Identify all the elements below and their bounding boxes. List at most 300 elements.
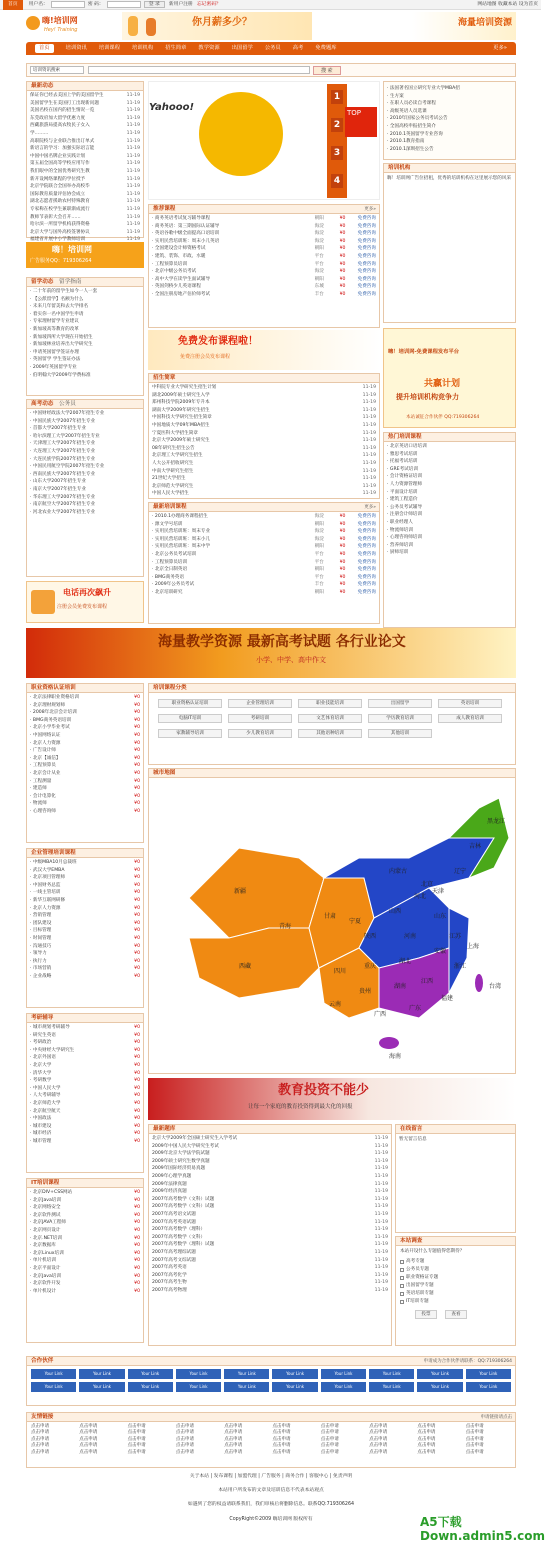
news-item[interactable] [30, 191, 140, 199]
map-label[interactable]: 广西 [374, 1011, 387, 1018]
hot-training-item[interactable] [387, 451, 512, 459]
enterprise-item[interactable] [30, 912, 140, 920]
category-button[interactable]: 文艺体育培训 [298, 714, 362, 723]
survey-checkbox[interactable] [400, 1276, 404, 1280]
it-item[interactable] [30, 1273, 140, 1281]
exam-item[interactable] [30, 1100, 140, 1108]
news-item[interactable] [30, 145, 140, 153]
map-label[interactable]: 西藏 [239, 963, 252, 970]
exam-item[interactable] [30, 1108, 140, 1116]
friend-link[interactable]: 点击申请 [127, 1430, 146, 1436]
friend-link[interactable]: 点击申请 [465, 1443, 484, 1449]
vocational-item[interactable] [30, 778, 140, 786]
abroad-item[interactable] [30, 341, 140, 349]
big-banner[interactable] [26, 628, 516, 678]
top-right-links[interactable]: 网站地图 收藏本站 设为首页 [477, 1, 538, 7]
hot-training-item[interactable] [387, 458, 512, 466]
partner-link-logo[interactable]: Your Link [224, 1382, 269, 1392]
paper-item[interactable] [152, 1249, 388, 1257]
map-label[interactable]: 湖北 [399, 958, 412, 965]
search-category-select[interactable]: 培训资讯搜索 [30, 66, 84, 74]
vocational-item[interactable] [30, 785, 140, 793]
map-label[interactable]: 黑龙江 [487, 818, 506, 825]
partner-link-logo[interactable]: Your Link [176, 1382, 221, 1392]
it-item[interactable] [30, 1204, 140, 1212]
category-button[interactable]: 出国留学 [368, 699, 432, 708]
paper-item[interactable] [152, 1264, 388, 1272]
course-row-consult-link[interactable]: 免费咨询 [357, 269, 376, 275]
tab-civil-servant[interactable]: 公务员 [59, 401, 76, 407]
enterprise-item[interactable] [30, 905, 140, 913]
friend-link[interactable]: 点击申请 [369, 1424, 388, 1429]
exam-item[interactable] [30, 1062, 140, 1070]
vocational-item[interactable] [30, 755, 140, 763]
map-region-tibet[interactable] [189, 928, 319, 998]
friend-link[interactable]: 点击申请 [79, 1443, 98, 1449]
gaokao-item[interactable] [30, 463, 140, 471]
friend-link[interactable]: 点击申请 [465, 1449, 484, 1455]
hot-training-item[interactable] [387, 489, 512, 497]
flash-page-button[interactable]: 3 [331, 146, 343, 160]
abroad-item[interactable] [30, 349, 140, 357]
exam-item[interactable] [30, 1032, 140, 1040]
flash-slider[interactable] [148, 81, 380, 200]
newest-course-row[interactable] [152, 566, 376, 574]
newest-course-row-consult-link[interactable]: 免费咨询 [357, 589, 376, 595]
recommend-more-link[interactable]: 更多» [364, 207, 376, 212]
abroad-item[interactable] [30, 288, 140, 296]
news-item[interactable] [30, 92, 140, 100]
gaokao-item[interactable] [30, 425, 140, 433]
top-news-item[interactable] [387, 100, 512, 108]
map-region-east[interactable] [449, 908, 469, 993]
vote-button[interactable]: 投票 [415, 1310, 437, 1319]
hot-training-item[interactable] [387, 534, 512, 542]
top-news-item[interactable] [387, 108, 512, 116]
enterprise-item[interactable] [30, 874, 140, 882]
friend-link[interactable]: 点击申请 [465, 1424, 484, 1429]
course-row-consult-link[interactable]: 免费咨询 [357, 276, 376, 282]
survey-option[interactable] [400, 1274, 511, 1282]
abroad-item[interactable] [30, 356, 140, 364]
admission-item[interactable] [152, 422, 376, 430]
survey-checkbox[interactable] [400, 1292, 404, 1296]
vocational-item[interactable] [30, 724, 140, 732]
friend-link[interactable]: 点击申请 [79, 1449, 98, 1455]
map-label[interactable]: 江苏 [449, 933, 462, 940]
header-right-ad[interactable] [412, 12, 516, 40]
category-button[interactable]: 职业资格认证培训 [158, 699, 222, 708]
friend-link[interactable]: 点击申请 [31, 1424, 49, 1429]
admission-item[interactable] [152, 437, 376, 445]
course-row-consult-link[interactable]: 免费咨询 [357, 261, 376, 267]
footer-link[interactable]: 免责声明 [333, 1474, 353, 1479]
course-row[interactable] [152, 276, 376, 284]
admission-item[interactable] [152, 475, 376, 483]
enterprise-item[interactable] [30, 973, 140, 981]
category-button[interactable]: 职业技能培训 [298, 699, 362, 708]
admission-item[interactable] [152, 392, 376, 400]
course-row[interactable] [152, 253, 376, 261]
gaokao-item[interactable] [30, 471, 140, 479]
friend-link[interactable]: 点击申请 [224, 1449, 243, 1455]
enterprise-item[interactable] [30, 927, 140, 935]
paper-item[interactable] [152, 1181, 388, 1189]
nav-item[interactable]: 免费题库 [315, 45, 337, 52]
abroad-item[interactable] [30, 364, 140, 372]
flash-page-button[interactable]: 4 [331, 174, 343, 188]
map-label[interactable]: 吉林 [469, 843, 482, 850]
paper-item[interactable] [152, 1158, 388, 1166]
course-row[interactable] [152, 245, 376, 253]
newest-course-row[interactable] [152, 551, 376, 559]
enterprise-item[interactable] [30, 867, 140, 875]
friend-link[interactable]: 点击申请 [369, 1449, 388, 1455]
hot-training-item[interactable] [387, 511, 512, 519]
map-label[interactable]: 贵州 [359, 988, 372, 995]
map-label[interactable]: 新疆 [234, 888, 247, 895]
paper-item[interactable] [152, 1287, 388, 1295]
paper-item[interactable] [152, 1196, 388, 1204]
map-label[interactable]: 宁夏 [349, 918, 362, 925]
tab-study-news[interactable]: 留学动态 [31, 279, 54, 285]
vocational-item[interactable] [30, 702, 140, 710]
news-item[interactable] [30, 138, 140, 146]
news-item[interactable] [30, 153, 140, 161]
map-label[interactable]: 北京 [421, 881, 434, 888]
enterprise-item[interactable] [30, 935, 140, 943]
newest-course-row[interactable] [152, 521, 376, 529]
newest-course-row-consult-link[interactable]: 免费咨询 [357, 559, 376, 565]
survey-checkbox[interactable] [400, 1268, 404, 1272]
exam-item[interactable] [30, 1130, 140, 1138]
newest-course-row-consult-link[interactable]: 免费咨询 [357, 529, 376, 535]
friend-link[interactable]: 点击申请 [224, 1430, 243, 1436]
map-label[interactable]: 海南 [389, 1053, 402, 1060]
paper-item[interactable] [152, 1211, 388, 1219]
friend-link[interactable]: 点击申请 [320, 1436, 339, 1442]
admission-item[interactable] [152, 414, 376, 422]
vocational-item[interactable] [30, 694, 140, 702]
newest-course-row-consult-link[interactable]: 免费咨询 [357, 514, 376, 519]
paper-item[interactable] [152, 1257, 388, 1265]
nav-item[interactable]: 培训课程 [98, 45, 121, 52]
map-label[interactable]: 湖南 [394, 983, 407, 990]
course-row[interactable] [152, 261, 376, 269]
partner-link-logo[interactable]: Your Link [128, 1382, 173, 1392]
exam-item[interactable] [30, 1138, 140, 1146]
exam-item[interactable] [30, 1047, 140, 1055]
news-item[interactable] [30, 214, 140, 222]
category-button[interactable]: 家教辅导培训 [158, 729, 222, 738]
it-item[interactable] [30, 1265, 140, 1273]
news-item[interactable] [30, 229, 140, 237]
paper-item[interactable] [152, 1173, 388, 1181]
admission-item[interactable] [152, 490, 376, 498]
friend-link[interactable]: 点击申请 [79, 1430, 98, 1436]
friend-link[interactable]: 点击申请 [31, 1449, 49, 1455]
map-label[interactable]: 甘肃 [324, 913, 337, 920]
nav-item[interactable]: 培训机构 [132, 45, 154, 52]
paper-item[interactable] [152, 1241, 388, 1249]
course-row[interactable] [152, 238, 376, 246]
it-item[interactable] [30, 1242, 140, 1250]
vocational-item[interactable] [30, 800, 140, 808]
footer-link[interactable]: 加盟代理 [237, 1474, 257, 1479]
survey-option[interactable] [400, 1298, 511, 1306]
it-item[interactable] [30, 1212, 140, 1220]
admission-item[interactable] [152, 399, 376, 407]
friend-link[interactable]: 点击申请 [224, 1424, 243, 1429]
map-label[interactable]: 广东 [409, 1005, 422, 1012]
paper-item[interactable] [152, 1135, 388, 1143]
friend-link[interactable]: 点击申请 [320, 1430, 339, 1436]
category-button[interactable]: 成人教育培训 [438, 714, 502, 723]
news-item[interactable] [30, 130, 140, 138]
gaokao-item[interactable] [30, 478, 140, 486]
nav-item[interactable]: 培训资讯 [65, 45, 87, 52]
map-label[interactable]: 福建 [441, 995, 454, 1002]
enterprise-item[interactable] [30, 859, 140, 867]
partner-link-logo[interactable]: Your Link [369, 1369, 414, 1379]
newest-course-row-consult-link[interactable]: 免费咨询 [357, 582, 376, 588]
admission-item[interactable] [152, 407, 376, 415]
friend-link[interactable]: 点击申请 [320, 1449, 339, 1455]
vocational-item[interactable] [30, 747, 140, 755]
exam-item[interactable] [30, 1039, 140, 1047]
header-ad[interactable] [122, 12, 312, 40]
course-row-consult-link[interactable]: 免费咨询 [357, 253, 376, 259]
partner-link-logo[interactable]: Your Link [321, 1382, 366, 1392]
abroad-item[interactable] [30, 318, 140, 326]
nav-more-link[interactable]: 更多» [493, 45, 507, 52]
category-button[interactable]: 电脑IT培训 [158, 714, 222, 723]
abroad-item[interactable] [30, 334, 140, 342]
it-item[interactable] [30, 1227, 140, 1235]
newest-course-row-consult-link[interactable]: 免费咨询 [357, 574, 376, 580]
newest-course-row-consult-link[interactable]: 免费咨询 [357, 551, 376, 557]
hot-training-item[interactable] [387, 466, 512, 474]
china-map[interactable] [149, 778, 515, 1072]
it-item[interactable] [30, 1257, 140, 1265]
friend-link[interactable]: 点击申请 [369, 1430, 388, 1436]
category-button[interactable]: 其他语种培训 [298, 729, 362, 738]
friend-link[interactable]: 点击申请 [320, 1443, 339, 1449]
admission-item[interactable] [152, 384, 376, 392]
friend-link[interactable]: 点击申请 [175, 1430, 194, 1436]
friend-link[interactable]: 点击申请 [272, 1436, 291, 1442]
map-label[interactable]: 天津 [432, 888, 445, 895]
mid-ad-1[interactable] [148, 330, 380, 370]
paper-item[interactable] [152, 1143, 388, 1151]
map-label[interactable]: 重庆 [364, 963, 377, 970]
newest-course-row-consult-link[interactable]: 免费咨询 [357, 567, 376, 573]
flash-page-button[interactable]: 2 [331, 118, 343, 132]
hot-training-item[interactable] [387, 481, 512, 489]
paper-item[interactable] [152, 1226, 388, 1234]
vocational-item[interactable] [30, 740, 140, 748]
partner-link-logo[interactable]: Your Link [224, 1369, 269, 1379]
top-news-item[interactable] [387, 115, 512, 123]
top-news-item[interactable] [387, 93, 512, 101]
home-link[interactable]: 首页 [3, 0, 23, 10]
map-label[interactable]: 山东 [434, 913, 447, 920]
it-item[interactable] [30, 1250, 140, 1258]
exam-item[interactable] [30, 1024, 140, 1032]
edu-banner[interactable] [148, 1078, 516, 1120]
footer-link[interactable]: 广告服务 [261, 1474, 281, 1479]
friend-link[interactable]: 点击申请 [127, 1436, 146, 1442]
map-region-west[interactable] [189, 848, 324, 938]
friend-link[interactable]: 点击申请 [175, 1449, 194, 1455]
partner-link-logo[interactable]: Your Link [369, 1382, 414, 1392]
gaokao-item[interactable] [30, 501, 140, 509]
news-item[interactable] [30, 115, 140, 123]
map-region-taiwan[interactable] [475, 974, 483, 992]
abroad-item[interactable] [30, 311, 140, 319]
course-row[interactable] [152, 230, 376, 238]
top-news-item[interactable] [387, 131, 512, 139]
map-label[interactable]: 江西 [421, 978, 434, 985]
flash-page-button[interactable]: 1 [331, 90, 343, 104]
news-item[interactable] [30, 107, 140, 115]
admission-item[interactable] [152, 483, 376, 491]
course-row[interactable] [152, 215, 376, 223]
admission-item[interactable] [152, 430, 376, 438]
nav-item[interactable]: 教学资源 [198, 45, 220, 52]
news-item[interactable] [30, 221, 140, 229]
top-news-item[interactable] [387, 123, 512, 131]
vocational-item[interactable] [30, 717, 140, 725]
friend-link[interactable]: 点击申请 [369, 1443, 388, 1449]
exam-item[interactable] [30, 1085, 140, 1093]
paper-item[interactable] [152, 1234, 388, 1242]
exam-item[interactable] [30, 1077, 140, 1085]
hot-training-item[interactable] [387, 542, 512, 550]
vocational-item[interactable] [30, 732, 140, 740]
map-label[interactable]: 四川 [334, 968, 347, 975]
it-item[interactable] [30, 1197, 140, 1205]
admission-item[interactable] [152, 460, 376, 468]
hot-training-item[interactable] [387, 496, 512, 504]
it-item[interactable] [30, 1235, 140, 1243]
exam-item[interactable] [30, 1054, 140, 1062]
news-item[interactable] [30, 176, 140, 184]
partner-link-logo[interactable]: Your Link [79, 1369, 124, 1379]
top-news-item[interactable] [387, 138, 512, 146]
gaokao-item[interactable] [30, 456, 140, 464]
map-label[interactable]: 安徽 [434, 948, 447, 955]
newest-more-link[interactable]: 更多» [364, 505, 376, 510]
course-row-consult-link[interactable]: 免费咨询 [357, 246, 376, 252]
username-input[interactable] [51, 1, 85, 8]
partner-link-logo[interactable]: Your Link [272, 1382, 317, 1392]
map-label[interactable]: 青海 [279, 923, 292, 930]
partner-link-logo[interactable]: Your Link [466, 1369, 511, 1379]
register-link[interactable]: 新用户注册 [168, 1, 193, 7]
gaokao-item[interactable] [30, 433, 140, 441]
partner-link-logo[interactable]: Your Link [417, 1382, 462, 1392]
admission-item[interactable] [152, 468, 376, 476]
news-item[interactable] [30, 206, 140, 214]
friend-link[interactable]: 点击申请 [79, 1436, 98, 1442]
survey-option[interactable] [400, 1266, 511, 1274]
hot-training-item[interactable] [387, 527, 512, 535]
course-row-consult-link[interactable]: 免费咨询 [357, 238, 376, 244]
category-button[interactable]: 考研培训 [228, 714, 292, 723]
footer-link[interactable]: 发布课程 [213, 1474, 233, 1479]
paper-item[interactable] [152, 1165, 388, 1173]
paper-item[interactable] [152, 1279, 388, 1287]
login-button[interactable]: 登 录 [144, 1, 165, 8]
survey-option[interactable] [400, 1282, 511, 1290]
view-results-button[interactable]: 查看 [445, 1310, 467, 1319]
friend-link[interactable]: 点击申请 [31, 1430, 49, 1436]
partner-link-logo[interactable]: Your Link [128, 1369, 173, 1379]
hot-training-item[interactable] [387, 443, 512, 451]
newest-course-row-consult-link[interactable]: 免费咨询 [357, 521, 376, 527]
friend-link[interactable]: 点击申请 [417, 1430, 436, 1436]
friend-link[interactable]: 点击申请 [320, 1424, 339, 1429]
survey-option[interactable] [400, 1290, 511, 1298]
abroad-item[interactable] [30, 303, 140, 311]
survey-checkbox[interactable] [400, 1284, 404, 1288]
newest-course-row[interactable] [152, 513, 376, 521]
newest-course-row-consult-link[interactable]: 免费咨询 [357, 544, 376, 550]
it-item[interactable] [30, 1280, 140, 1288]
news-item[interactable] [30, 198, 140, 206]
friend-link[interactable]: 点击申请 [272, 1424, 291, 1429]
partner-link-logo[interactable]: Your Link [176, 1369, 221, 1379]
gaokao-item[interactable] [30, 440, 140, 448]
friend-link[interactable]: 点击申请 [417, 1424, 436, 1429]
hot-training-item[interactable] [387, 519, 512, 527]
nav-item[interactable]: 招生简章 [165, 45, 187, 52]
vocational-item[interactable] [30, 793, 140, 801]
course-row[interactable] [152, 268, 376, 276]
vocational-item[interactable] [30, 709, 140, 717]
exam-item[interactable] [30, 1123, 140, 1131]
enterprise-item[interactable] [30, 882, 140, 890]
enterprise-item[interactable] [30, 950, 140, 958]
gaokao-item[interactable] [30, 486, 140, 494]
enterprise-item[interactable] [30, 897, 140, 905]
friend-link[interactable]: 点击申请 [31, 1443, 49, 1449]
partner-link-logo[interactable]: Your Link [31, 1382, 76, 1392]
abroad-item[interactable] [30, 372, 140, 380]
map-region-hainan[interactable] [379, 1037, 399, 1049]
logo[interactable] [26, 13, 96, 39]
admission-item[interactable] [152, 445, 376, 453]
friend-links-apply[interactable]: 申请链接请点击 [480, 1415, 512, 1420]
news-item[interactable] [30, 100, 140, 108]
exam-item[interactable] [30, 1070, 140, 1078]
gaokao-item[interactable] [30, 509, 140, 517]
nav-item[interactable]: 公务员 [264, 45, 281, 52]
hot-training-item[interactable] [387, 473, 512, 481]
friend-link[interactable]: 点击申请 [175, 1436, 194, 1442]
survey-checkbox[interactable] [400, 1260, 404, 1264]
course-row-consult-link[interactable]: 免费咨询 [357, 291, 376, 297]
friend-link[interactable]: 点击申请 [127, 1443, 146, 1449]
map-label[interactable]: 陕西 [364, 933, 377, 940]
friend-link[interactable]: 点击申请 [272, 1449, 291, 1455]
course-row[interactable] [152, 283, 376, 291]
password-input[interactable] [107, 1, 141, 8]
friend-link[interactable]: 点击申请 [369, 1436, 388, 1442]
nav-item[interactable]: 出国留学 [231, 45, 253, 52]
left-ad-1[interactable] [26, 242, 144, 268]
